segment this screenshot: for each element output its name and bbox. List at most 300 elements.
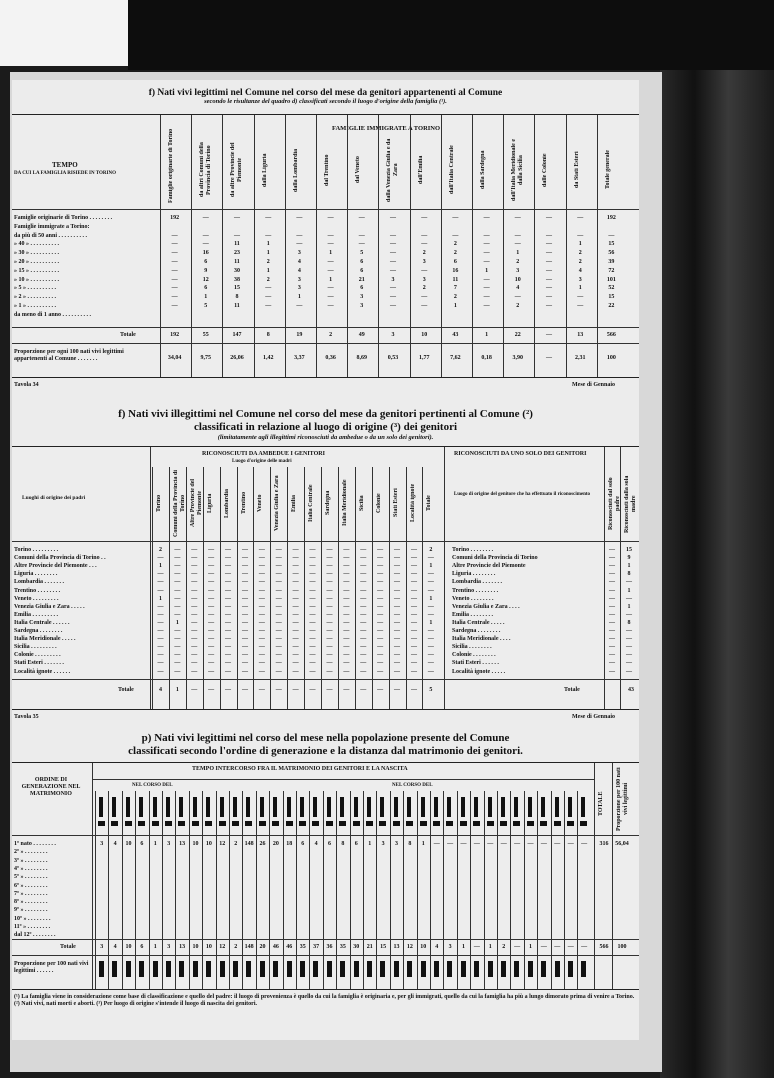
table-p-col-rule bbox=[149, 791, 150, 989]
table-f-right-cell-father: — bbox=[609, 595, 615, 602]
table-f-cell: — bbox=[191, 587, 198, 594]
table-o-cell: 7 bbox=[453, 285, 457, 292]
table-p-cell-first-row: — bbox=[500, 841, 507, 847]
table-p-prop-mark bbox=[139, 961, 144, 977]
table-f-cell: — bbox=[394, 547, 401, 553]
table-f-cell: — bbox=[326, 619, 333, 626]
table-p-col-header-mark bbox=[312, 821, 319, 826]
table-p-col-header-mark bbox=[272, 821, 279, 826]
table-f-cell: — bbox=[394, 660, 401, 667]
table-p-total-cell: 100 bbox=[617, 944, 627, 950]
table-f-cell: — bbox=[427, 644, 434, 651]
table-o-cell: 23 bbox=[233, 250, 240, 257]
table-f-right-cell-father: — bbox=[609, 579, 615, 586]
table-o-cell: 3 bbox=[297, 276, 301, 283]
table-f-cell: — bbox=[258, 595, 265, 602]
table-o-cell: 21 bbox=[358, 276, 365, 283]
table-f-cell: — bbox=[275, 571, 282, 578]
table-f-cell: — bbox=[377, 660, 384, 667]
table-f-cell: — bbox=[225, 628, 232, 634]
table-f-cell: — bbox=[394, 644, 401, 651]
table-p-cell-first-row: 6 bbox=[354, 841, 358, 847]
table-f-cell: — bbox=[157, 603, 164, 610]
table-f-total-cell: — bbox=[292, 687, 299, 693]
table-f-right-row-label: Altre Provincie del Piemonte bbox=[452, 563, 526, 570]
table-o-cell: 38 bbox=[233, 276, 240, 283]
table-p-total-cell: 20 bbox=[259, 944, 266, 950]
table-f-cell: — bbox=[208, 555, 215, 562]
table-p-prop-mark bbox=[421, 961, 426, 977]
table-p-prop-mark bbox=[581, 961, 586, 977]
table-p-col-header-mark bbox=[540, 821, 547, 826]
table-f-cell: — bbox=[377, 571, 384, 578]
table-f-cell: — bbox=[275, 595, 282, 602]
table-p-col-rule bbox=[283, 791, 284, 989]
table-o-cell: — bbox=[545, 303, 552, 309]
table-p-total-cell: 4 bbox=[113, 944, 117, 950]
table-p-cell-first-row: — bbox=[447, 841, 454, 847]
table-p-cell-first-row: 2 bbox=[234, 841, 238, 847]
table-f-right-cell-father: — bbox=[609, 628, 615, 634]
table-o-total-cell: 13 bbox=[577, 332, 584, 338]
table-f-cell: — bbox=[360, 668, 367, 675]
table-f-cell: — bbox=[326, 611, 333, 618]
table-o-cell: — bbox=[545, 215, 552, 221]
footnotes bbox=[14, 994, 636, 1008]
table-o-total-cell: 10 bbox=[421, 332, 428, 338]
table-p-prop-mark bbox=[354, 961, 359, 977]
table-f-cell: — bbox=[377, 611, 384, 618]
table-f-cell: — bbox=[427, 628, 434, 634]
table-f-cell: — bbox=[174, 644, 181, 651]
table-f-cell: — bbox=[225, 603, 232, 610]
table-o-total-cell: 566 bbox=[606, 332, 616, 338]
table-f-col-rule bbox=[389, 467, 390, 709]
table-f-cell: — bbox=[326, 660, 333, 667]
table-f-cell: — bbox=[292, 587, 299, 594]
table-o-cell: 2 bbox=[453, 250, 457, 257]
table-f-total-cell: — bbox=[309, 687, 316, 693]
table-f-total-cell: — bbox=[241, 687, 248, 693]
table-f-cell: — bbox=[410, 571, 417, 578]
table-f-cell: — bbox=[427, 603, 434, 610]
table-o-cell: 52 bbox=[608, 285, 615, 292]
footnote-3: (³) Per luogo di origine s'intende il luogo di nascita dei genitori. bbox=[96, 1001, 257, 1007]
table-f-cell: — bbox=[258, 603, 265, 610]
table-f-cell: — bbox=[410, 611, 417, 618]
table-p-cell-first-row: 316 bbox=[599, 841, 609, 847]
table-f-cell: — bbox=[427, 555, 434, 562]
table-o-cell: — bbox=[545, 250, 552, 257]
table-f-right-cell-father: — bbox=[609, 587, 615, 594]
table-o-cell: 1 bbox=[578, 285, 582, 292]
table-o-cell: 1 bbox=[266, 241, 270, 248]
table-p-col-rule bbox=[175, 791, 176, 989]
table-f-split-rule bbox=[444, 447, 445, 709]
table-p-col-rule bbox=[242, 791, 243, 989]
table-f-total-cell: — bbox=[410, 687, 417, 693]
table-o-cell: — bbox=[171, 232, 178, 239]
table-f-total-rule bbox=[12, 679, 639, 680]
table-f-right-cell-father: — bbox=[609, 547, 615, 553]
table-f-cell: — bbox=[275, 644, 282, 651]
table-f-cell: — bbox=[309, 611, 316, 618]
table-p-col-header-mark bbox=[327, 797, 331, 817]
table-f-cell: — bbox=[174, 660, 181, 667]
table-f-cell: — bbox=[360, 587, 367, 594]
section-f-subtitle: (limitatamente agli illegittimi riconosciuti da ambedue o da un solo dei genitori). bbox=[217, 434, 434, 441]
table-f-cell: — bbox=[174, 652, 181, 659]
table-f-cell: — bbox=[174, 563, 181, 570]
table-p-col-header-mark bbox=[165, 821, 172, 826]
table-o-cell: — bbox=[514, 215, 521, 221]
table-f-total-cell: — bbox=[394, 687, 401, 693]
table-f-cell: — bbox=[191, 668, 198, 675]
table-o-cell: 6 bbox=[360, 259, 364, 265]
table-f-total-cell: — bbox=[377, 687, 384, 693]
table-o-col-rule bbox=[597, 115, 598, 377]
table-p-col-header-mark bbox=[555, 797, 559, 817]
table-f-cell: — bbox=[157, 660, 164, 667]
table-o bbox=[12, 114, 639, 378]
table-p-row-label: 10º » . . . . . . . . bbox=[14, 915, 51, 922]
table-f-cell: — bbox=[309, 555, 316, 562]
table-p-cell-first-row: 56,04 bbox=[615, 841, 629, 847]
table-p-col-header-mark bbox=[339, 821, 346, 826]
table-f-cell: — bbox=[394, 668, 401, 675]
table-o-row-label: » 2 » . . . . . . . . . . bbox=[14, 294, 56, 301]
table-f-cell: — bbox=[410, 668, 417, 675]
table-f-cell: — bbox=[343, 587, 350, 594]
table-o-row-label: » 5 » . . . . . . . . . . bbox=[14, 285, 56, 292]
table-f-col-header: Emilia bbox=[291, 494, 298, 512]
table-f-cell: — bbox=[343, 563, 350, 570]
table-f-left-group-sub: Luogo d'origine delle madri bbox=[232, 459, 292, 464]
table-f-cell: — bbox=[275, 619, 282, 626]
table-f-cell: — bbox=[427, 660, 434, 667]
table-p-prop-mark bbox=[153, 961, 158, 977]
table-p-prop-mark bbox=[555, 961, 560, 977]
table-p-col-header-mark bbox=[406, 821, 413, 826]
table-o-cell: 2 bbox=[266, 276, 270, 283]
table-p-total-cell: 10 bbox=[205, 944, 212, 950]
table-o-cell: 3 bbox=[391, 276, 395, 283]
table-p-prop-mark bbox=[514, 961, 519, 977]
table-f-row-label: Sardegna . . . . . . . . bbox=[14, 628, 63, 634]
table-f-cell: — bbox=[157, 571, 164, 578]
table-f-cell: — bbox=[394, 563, 401, 570]
table-p-total-cell: 36 bbox=[326, 944, 333, 950]
table-f-cell: — bbox=[258, 652, 265, 659]
table-o-cell: — bbox=[421, 241, 428, 248]
table-f-cell: — bbox=[241, 611, 248, 618]
table-f-row-label: Lombardia . . . . . . . bbox=[14, 579, 65, 586]
table-f-cell: — bbox=[191, 547, 198, 553]
table-p-col-header-mark bbox=[246, 797, 250, 817]
table-p-total-cell: 1 bbox=[528, 944, 532, 950]
table-f-cell: — bbox=[275, 603, 282, 610]
table-o-cell: — bbox=[483, 232, 490, 239]
table-f-right-row-label: Italia Meridionale . . . . bbox=[452, 636, 511, 643]
table-o-cell: 3 bbox=[297, 285, 301, 292]
table-f-cell: — bbox=[258, 571, 265, 578]
table-f-cell: — bbox=[427, 579, 434, 586]
table-f-cell: — bbox=[241, 555, 248, 562]
table-p-total-cell: 1 bbox=[488, 944, 492, 950]
table-p-col-header-mark bbox=[98, 821, 105, 826]
table-p-col-header-mark bbox=[528, 797, 532, 817]
table-p-col-header-mark bbox=[473, 821, 480, 826]
table-f-cell: — bbox=[191, 603, 198, 610]
table-o-prop-cell: 0,36 bbox=[325, 355, 336, 361]
table-f-cell: — bbox=[326, 555, 333, 562]
table-f-col-header: Liguria bbox=[206, 493, 213, 513]
table-p-col-header-mark bbox=[287, 797, 291, 817]
table-o-cell: — bbox=[389, 259, 396, 265]
table-f-cell: — bbox=[394, 652, 401, 659]
table-p-col-rule bbox=[497, 791, 498, 989]
table-o-cell: 8 bbox=[235, 294, 239, 301]
table-o-cell: — bbox=[233, 215, 240, 221]
table-o-cell: — bbox=[327, 294, 334, 301]
table-o-cell: — bbox=[171, 267, 178, 274]
table-f-row-label: Stati Esteri . . . . . . . bbox=[14, 660, 64, 667]
table-p-stub-header: ORDINE DI GENERAZIONE NEL MATRIMONIO bbox=[21, 777, 81, 797]
table-f-cell: — bbox=[208, 668, 215, 675]
table-p-col-header-mark bbox=[99, 797, 103, 817]
table-o-col-rule bbox=[410, 115, 411, 377]
table-f-col-rule bbox=[270, 467, 271, 709]
table-p-total-cell: 4 bbox=[435, 944, 439, 950]
table-f-cell: — bbox=[241, 595, 248, 602]
table-f-cell: — bbox=[343, 603, 350, 610]
table-f-cell: — bbox=[326, 571, 333, 578]
table-f-cell: — bbox=[292, 619, 299, 626]
table-p-col-header-mark bbox=[581, 797, 585, 817]
table-o-cell: — bbox=[202, 232, 209, 239]
table-f-cell: — bbox=[241, 619, 248, 626]
table-f-cell: — bbox=[377, 579, 384, 586]
table-f-cell: — bbox=[157, 555, 164, 562]
table-p-prop-mark bbox=[380, 961, 385, 977]
table-f-cell: — bbox=[292, 652, 299, 659]
table-o-cell: 2 bbox=[516, 259, 520, 265]
table-f-col-header: Lombardia bbox=[223, 488, 230, 518]
table-f-right-row-label: Località ignote . . . . . bbox=[452, 668, 506, 675]
table-f-cell: — bbox=[394, 571, 401, 578]
table-f-cell: — bbox=[208, 595, 215, 602]
table-f-right-row-label: Emilia . . . . . . . . bbox=[452, 611, 494, 618]
table-p-total-cell: 10 bbox=[192, 944, 199, 950]
table-f-col-header: Venezia Giulia e Zara bbox=[274, 475, 281, 531]
table-o-cell: — bbox=[545, 241, 552, 248]
table-f-cell: — bbox=[360, 628, 367, 634]
table-f-total-cell: — bbox=[191, 687, 198, 693]
table-p-prop-mark bbox=[568, 961, 573, 977]
table-f-right-cell-mother: — bbox=[626, 644, 632, 651]
table-f-cell: — bbox=[275, 652, 282, 659]
table-o-row-label: da meno di 1 anno . . . . . . . . . . bbox=[14, 311, 92, 318]
table-p-total-cell: 2 bbox=[234, 944, 238, 950]
table-p-col-header-mark bbox=[273, 797, 277, 817]
table-f-cell: — bbox=[208, 547, 215, 553]
table-o-cell: 1 bbox=[485, 267, 489, 274]
table-f-cell: — bbox=[309, 579, 316, 586]
table-f-cell: — bbox=[258, 587, 265, 594]
table-p-col-header-mark bbox=[367, 797, 371, 817]
table-f-cell: — bbox=[394, 603, 401, 610]
table-p-total-cell: 46 bbox=[286, 944, 293, 950]
table-o-cell: — bbox=[545, 294, 552, 301]
table-o-col-header: dalla Liguria bbox=[261, 153, 268, 187]
table-o-foot-right: Mese di Gennaio bbox=[572, 382, 615, 388]
table-f-row-label: Italia Centrale . . . . . . bbox=[14, 619, 70, 626]
section-o-title: f) Nati vivi legittimi nel Comune nel corso del mese da genitori appartenenti al Comune bbox=[148, 88, 503, 98]
table-f-total-cell: 4 bbox=[158, 687, 162, 693]
table-p-col-header-mark bbox=[112, 797, 116, 817]
table-o-col-rule bbox=[566, 115, 567, 377]
table-f-cell: — bbox=[309, 636, 316, 643]
table-f-cell: — bbox=[394, 555, 401, 562]
table-p-col-rule bbox=[430, 791, 431, 989]
table-o-cell: 5 bbox=[360, 250, 364, 257]
table-f-cell: — bbox=[225, 587, 232, 594]
table-p-total-cell: 35 bbox=[299, 944, 306, 950]
table-o-cell: — bbox=[327, 267, 334, 274]
table-f-cell: — bbox=[410, 644, 417, 651]
table-f-cell: — bbox=[292, 595, 299, 602]
table-f-cell: — bbox=[241, 636, 248, 643]
table-f-right-rule-2 bbox=[620, 447, 621, 709]
table-p-total-cell: 12 bbox=[406, 944, 413, 950]
table-p-prop-mark bbox=[488, 961, 493, 977]
table-f-cell: — bbox=[343, 571, 350, 578]
table-p-total-cell: — bbox=[514, 944, 521, 950]
table-f-cell: — bbox=[241, 652, 248, 659]
table-o-prop-cell: — bbox=[545, 355, 552, 361]
table-f-cell: — bbox=[208, 587, 215, 594]
table-f-cell: — bbox=[360, 563, 367, 570]
table-f-cell: — bbox=[343, 628, 350, 634]
table-f-right-row-label: Colonie . . . . . . . . bbox=[452, 652, 496, 659]
table-o-cell: — bbox=[514, 232, 521, 239]
table-f-right-cell-mother: 1 bbox=[627, 587, 631, 594]
table-f-col-header: Comuni della Provincia di Torino bbox=[172, 469, 186, 537]
table-f-cell: — bbox=[427, 668, 434, 675]
table-o-cell: — bbox=[296, 215, 303, 221]
table-o-row-label: » 40 » . . . . . . . . . . bbox=[14, 241, 59, 248]
table-f-col-rule bbox=[372, 467, 373, 709]
section-o-subtitle: secondo le risultanze del quadro d) classificati secondo il luogo d'origine della famiglia (¹). bbox=[204, 98, 447, 105]
table-f-cell: — bbox=[241, 660, 248, 667]
table-o-prop-cell: 7,62 bbox=[450, 355, 461, 361]
table-p-cell-first-row: 8 bbox=[408, 841, 412, 847]
table-p-col-rule bbox=[336, 791, 337, 989]
table-f-col-rule bbox=[186, 467, 187, 709]
table-p-cell-first-row: 10 bbox=[125, 841, 132, 847]
table-p-row-label: 6º » . . . . . . . . bbox=[14, 882, 48, 889]
table-o-cell: — bbox=[265, 215, 272, 221]
table-p-total-rule bbox=[12, 939, 639, 940]
table-p-prop-mark bbox=[179, 961, 184, 977]
table-p-cell-first-row: 4 bbox=[314, 841, 318, 847]
table-f-cell: — bbox=[191, 628, 198, 634]
table-f-stub-rule bbox=[150, 447, 151, 709]
table-p-col-header-mark bbox=[420, 821, 427, 826]
table-f-right-cell-mother: — bbox=[626, 611, 632, 618]
table-o-col-rule bbox=[534, 115, 535, 377]
table-f-col-rule bbox=[152, 467, 153, 709]
table-o-cell: 1 bbox=[266, 267, 270, 274]
section-p-title-2: classificati secondo l'ordine di generazione e la distanza dal matrimonio dei genitori. bbox=[128, 745, 523, 757]
scan-right-edge bbox=[660, 70, 774, 1078]
table-p-prop-mark bbox=[501, 961, 506, 977]
table-f-col-rule bbox=[203, 467, 204, 709]
table-p-prop-mark bbox=[220, 961, 225, 977]
table-f-col-header: Italia Centrale bbox=[308, 484, 315, 522]
table-p-col-rule bbox=[189, 791, 190, 989]
table-f-cell: — bbox=[360, 547, 367, 553]
table-f-total-cell: — bbox=[275, 687, 282, 693]
table-o-prop-label: Proporzione per ogni 100 nati vivi legittimi appartenenti al Comune . . . . . . . bbox=[14, 349, 124, 362]
table-p-total-cell: — bbox=[554, 944, 561, 950]
table-p-cell-first-row: 6 bbox=[301, 841, 305, 847]
table-f-cell: — bbox=[191, 595, 198, 602]
table-p-total-cell: 10 bbox=[420, 944, 427, 950]
table-f-right-group: RICONOSCIUTI DA UNO SOLO DEI GENITORI bbox=[454, 451, 587, 457]
footnote-1: (¹) La famiglia viene in considerazione come base di classificazione e quello del padre: il luogo di provenienza è quello da cui la famiglia è originaria e, per gli immigrati, quello da cui la famiglia ha più a lungo dimorato prima di venire a Torino. bbox=[14, 994, 635, 1000]
table-p-row-label: 8º » . . . . . . . . bbox=[14, 899, 48, 906]
table-f-cell: 1 bbox=[158, 595, 162, 602]
table-o-col-header: dalle Colonie bbox=[542, 153, 549, 187]
table-f-right-row-label: Lombardia . . . . . . . bbox=[452, 579, 503, 586]
table-o-prop-cell: 26,06 bbox=[230, 355, 244, 361]
table-f-cell: — bbox=[410, 603, 417, 610]
table-p-col-header-mark bbox=[366, 821, 373, 826]
table-p-col-header-mark bbox=[192, 821, 199, 826]
table-f-cell: — bbox=[292, 644, 299, 651]
table-p-cell-first-row: — bbox=[540, 841, 547, 847]
table-o-cell: 16 bbox=[452, 267, 459, 274]
table-p-col-header-mark bbox=[393, 821, 400, 826]
table-f-right-cell-father: — bbox=[609, 644, 615, 651]
table-o-cell: — bbox=[421, 232, 428, 239]
table-o-cell: 9 bbox=[204, 267, 208, 274]
table-f-cell: — bbox=[157, 619, 164, 626]
table-o-cell: 2 bbox=[422, 285, 426, 292]
table-f-cell: — bbox=[174, 636, 181, 643]
table-f-col-rule bbox=[253, 467, 254, 709]
table-o-header-rule bbox=[12, 209, 639, 210]
table-f-cell: — bbox=[394, 595, 401, 602]
table-f-right-row-label: Liguria . . . . . . . . bbox=[452, 571, 496, 578]
table-o-cell: 11 bbox=[234, 259, 240, 265]
table-p-prop-rule bbox=[12, 955, 639, 956]
table-p-col-rule bbox=[135, 791, 136, 989]
table-p-cell-first-row: 4 bbox=[113, 841, 117, 847]
table-f-cell: — bbox=[208, 628, 215, 634]
table-f-cell: — bbox=[343, 619, 350, 626]
table-p-cell-first-row: 3 bbox=[100, 841, 104, 847]
table-f-cell: — bbox=[174, 547, 181, 553]
table-o-cell: 12 bbox=[202, 276, 209, 283]
table-f-right-cell-father: — bbox=[609, 571, 615, 578]
table-f-cell: — bbox=[208, 579, 215, 586]
table-o-col-rule bbox=[254, 115, 255, 377]
table-f-cell: — bbox=[208, 603, 215, 610]
table-p-col-rule bbox=[350, 791, 351, 989]
table-o-col-rule bbox=[316, 115, 317, 377]
